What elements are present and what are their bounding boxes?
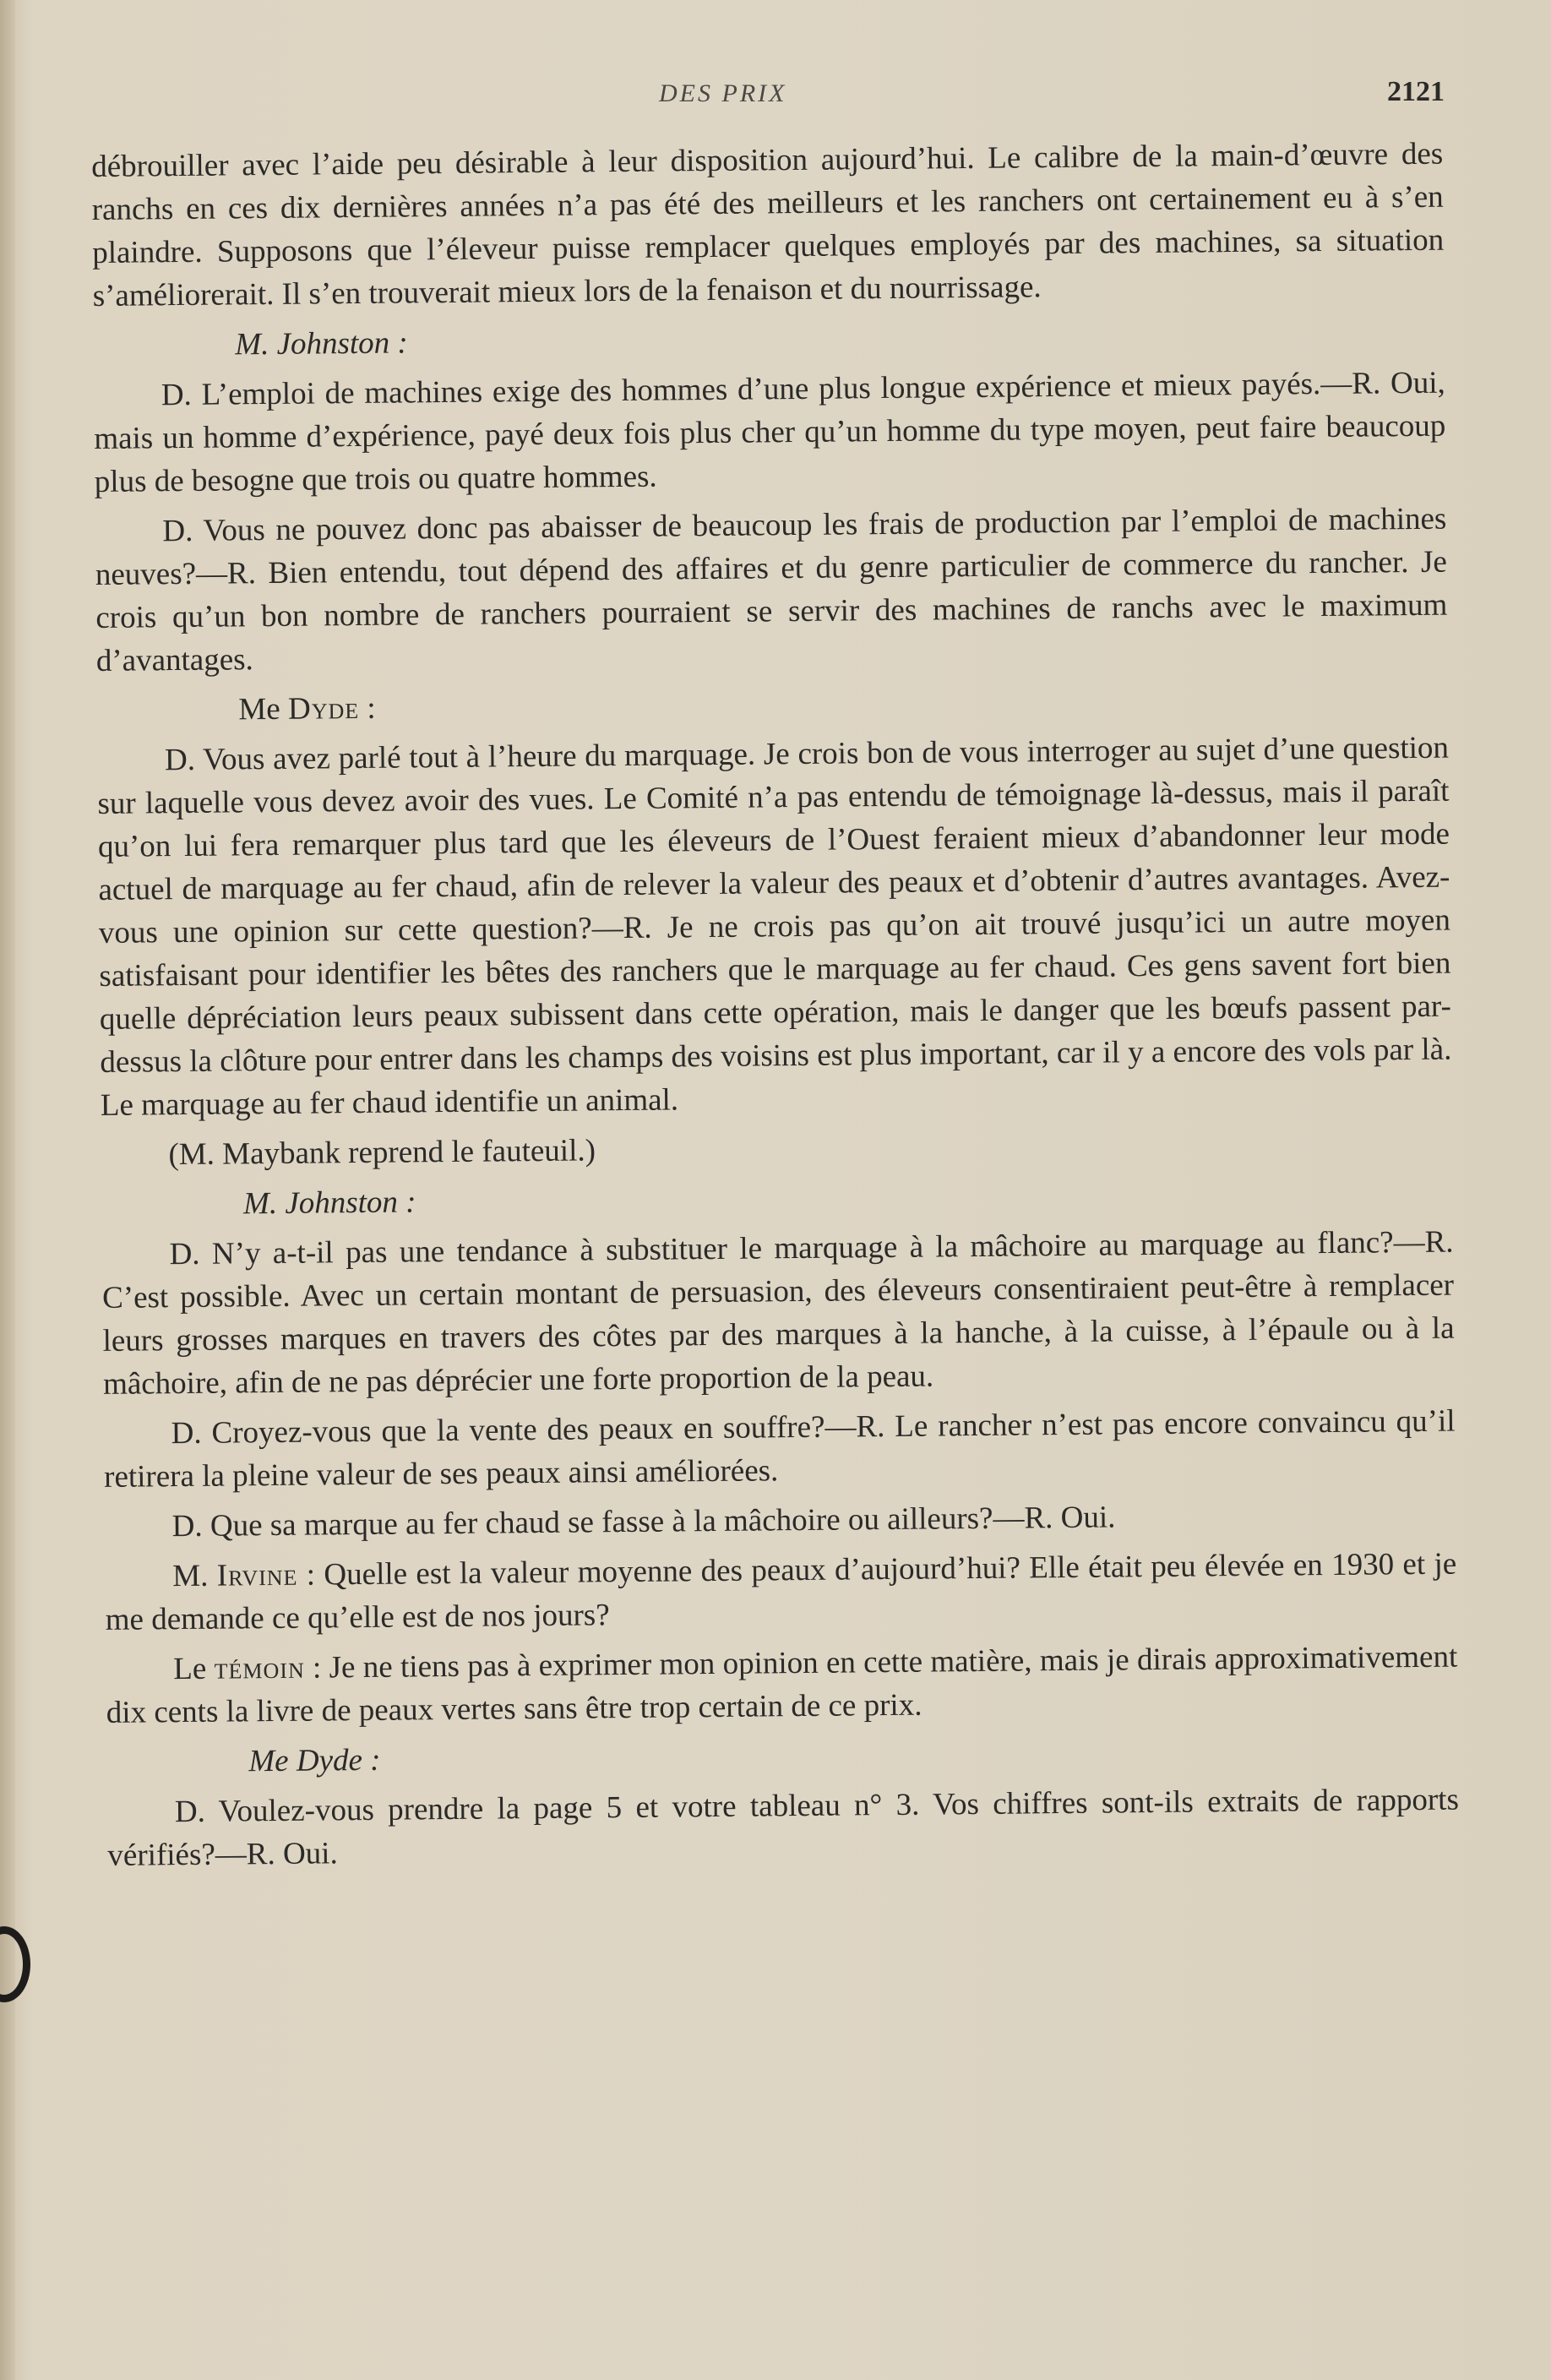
paragraph-question-answer: D. Vous avez parlé tout à l’heure du marquage. Je crois bon de vous interroger au sujet d’une question sur laquelle vous devez avoir des vues. Le Comité n’a pas entendu de témoignage là-dessus, mais il paraît qu’on lui fera remarquer plus tard que les éleveurs de l’Ouest feraient mieux d’abandonner leur mode actuel de marquage au fer chaud, afin de relever la valeur des peaux et d’obtenir d’autres avantages. Avez-vous une opinion sur cette question?—R. Je ne crois pas qu’on ait trouvé jusqu’ici un autre moyen satisfaisant pour identifier les bêtes des ranchers que le marquage au fer chaud. Ces gens savent fort bien quelle dépréciation leurs peaux subissent dans cette opération, mais le danger que les bœufs passent par-dessus la clôture pour entrer dans les champs des voisins est plus important, car il y a encore des vols par là. Le marquage au fer chaud identifie un animal. (97, 730, 1452, 1123)
running-head: DES PRIX (659, 79, 787, 107)
speaker-heading-johnston: M. Johnston : (242, 1185, 416, 1222)
speaker-title: M. (172, 1558, 217, 1594)
speaker-heading-johnston: M. Johnston : (235, 325, 408, 362)
speech-irvine (105, 1543, 1457, 1642)
page-header (127, 76, 1445, 118)
binding-hole-icon (0, 1926, 30, 2002)
speaker-heading-dyde: Me Dyde : (248, 1742, 381, 1779)
speaker-heading-dyde (96, 677, 1448, 733)
paragraph-question-answer: D. Croyez-vous que la vente des peaux en souffre?—R. Le rancher n’est pas encore convaincu qu’il retirera la pleine valeur de ses peaux ainsi améliorées. (103, 1403, 1456, 1495)
speech-text: : Quelle est la valeur moyenne des peaux d’aujourd’hui? Elle était peu élevée en 1930 et je me demande ce qu’elle est de nos jours? (105, 1546, 1457, 1637)
paragraph-question-answer: D. Vous ne pouvez donc pas abaisser de beaucoup les frais de production par l’emploi de machines neuves?—R. Bien entendu, tout dépend des affaires et du genre particulier de commerce du rancher. Je crois qu’un bon nombre de ranchers pourraient se servir des machines de ranchs avec le maximum d’avantages. (95, 501, 1448, 678)
paragraph-question-answer: D. Que sa marque au fer chaud se fasse à la mâchoire ou ailleurs?—R. Oui. (171, 1500, 1116, 1544)
paragraph-continuation: débrouiller avec l’aide peu désirable à leur disposition aujourd’hui. Le calibre de la main-d’œuvre des ranchs en ces dix dernières années n’a pas été des meilleurs et les ranchers ont certainement eu à s’en plaindre. Supposons que l’éleveur puisse remplacer quelques employés par des machines, sa situation s’améliorerait. Il s’en trouverait mieux lors de la fenaison et du nourrissage. (91, 136, 1445, 313)
stage-direction: (M. Maybank reprend le fauteuil.) (168, 1133, 596, 1173)
speaker-title: Le (173, 1651, 215, 1687)
paragraph-question-answer: D. Voulez-vous prendre la page 5 et votre tableau n° 3. Vos chiffres sont-ils extraits de rapports vérifiés?—R. Oui. (107, 1782, 1460, 1873)
speaker-name: témoin (214, 1650, 305, 1686)
page-number: 2121 (1387, 76, 1445, 107)
speaker-name: Irvine (216, 1557, 298, 1593)
page-edge-shadow (0, 0, 15, 2380)
paragraph-question-answer: D. L’emploi de machines exige des hommes d’une plus longue expérience et mieux payés.—R. Oui, mais un homme d’expérience, payé deux fois plus cher qu’un homme du type moyen, peut faire beaucoup plus de besogne que trois ou quatre hommes. (94, 365, 1446, 499)
speaker-name: Dyde (287, 690, 360, 727)
speech-witness (106, 1636, 1458, 1735)
paragraph-question-answer: D. N’y a-t-il pas une tendance à substituer le marquage à la mâchoire au marquage au flanc?—R. C’est possible. Avec un certain montant de persuasion, des éleveurs consentiraient peut-être à remplacer leurs grosses marques en travers des côtes par des marques à la hanche, à la cuisse, à l’épaule ou à la mâchoire, afin de ne pas déprécier une forte proportion de la peau. (101, 1224, 1455, 1402)
body-text (91, 133, 1460, 1884)
speech-text: : Je ne tiens pas à exprimer mon opinion en cette matière, mais je dirais approximativement dix cents la livre de peaux vertes sans être trop certain de ce prix. (106, 1639, 1458, 1730)
speaker-colon: : (358, 690, 376, 726)
speaker-title: Me (238, 691, 289, 727)
